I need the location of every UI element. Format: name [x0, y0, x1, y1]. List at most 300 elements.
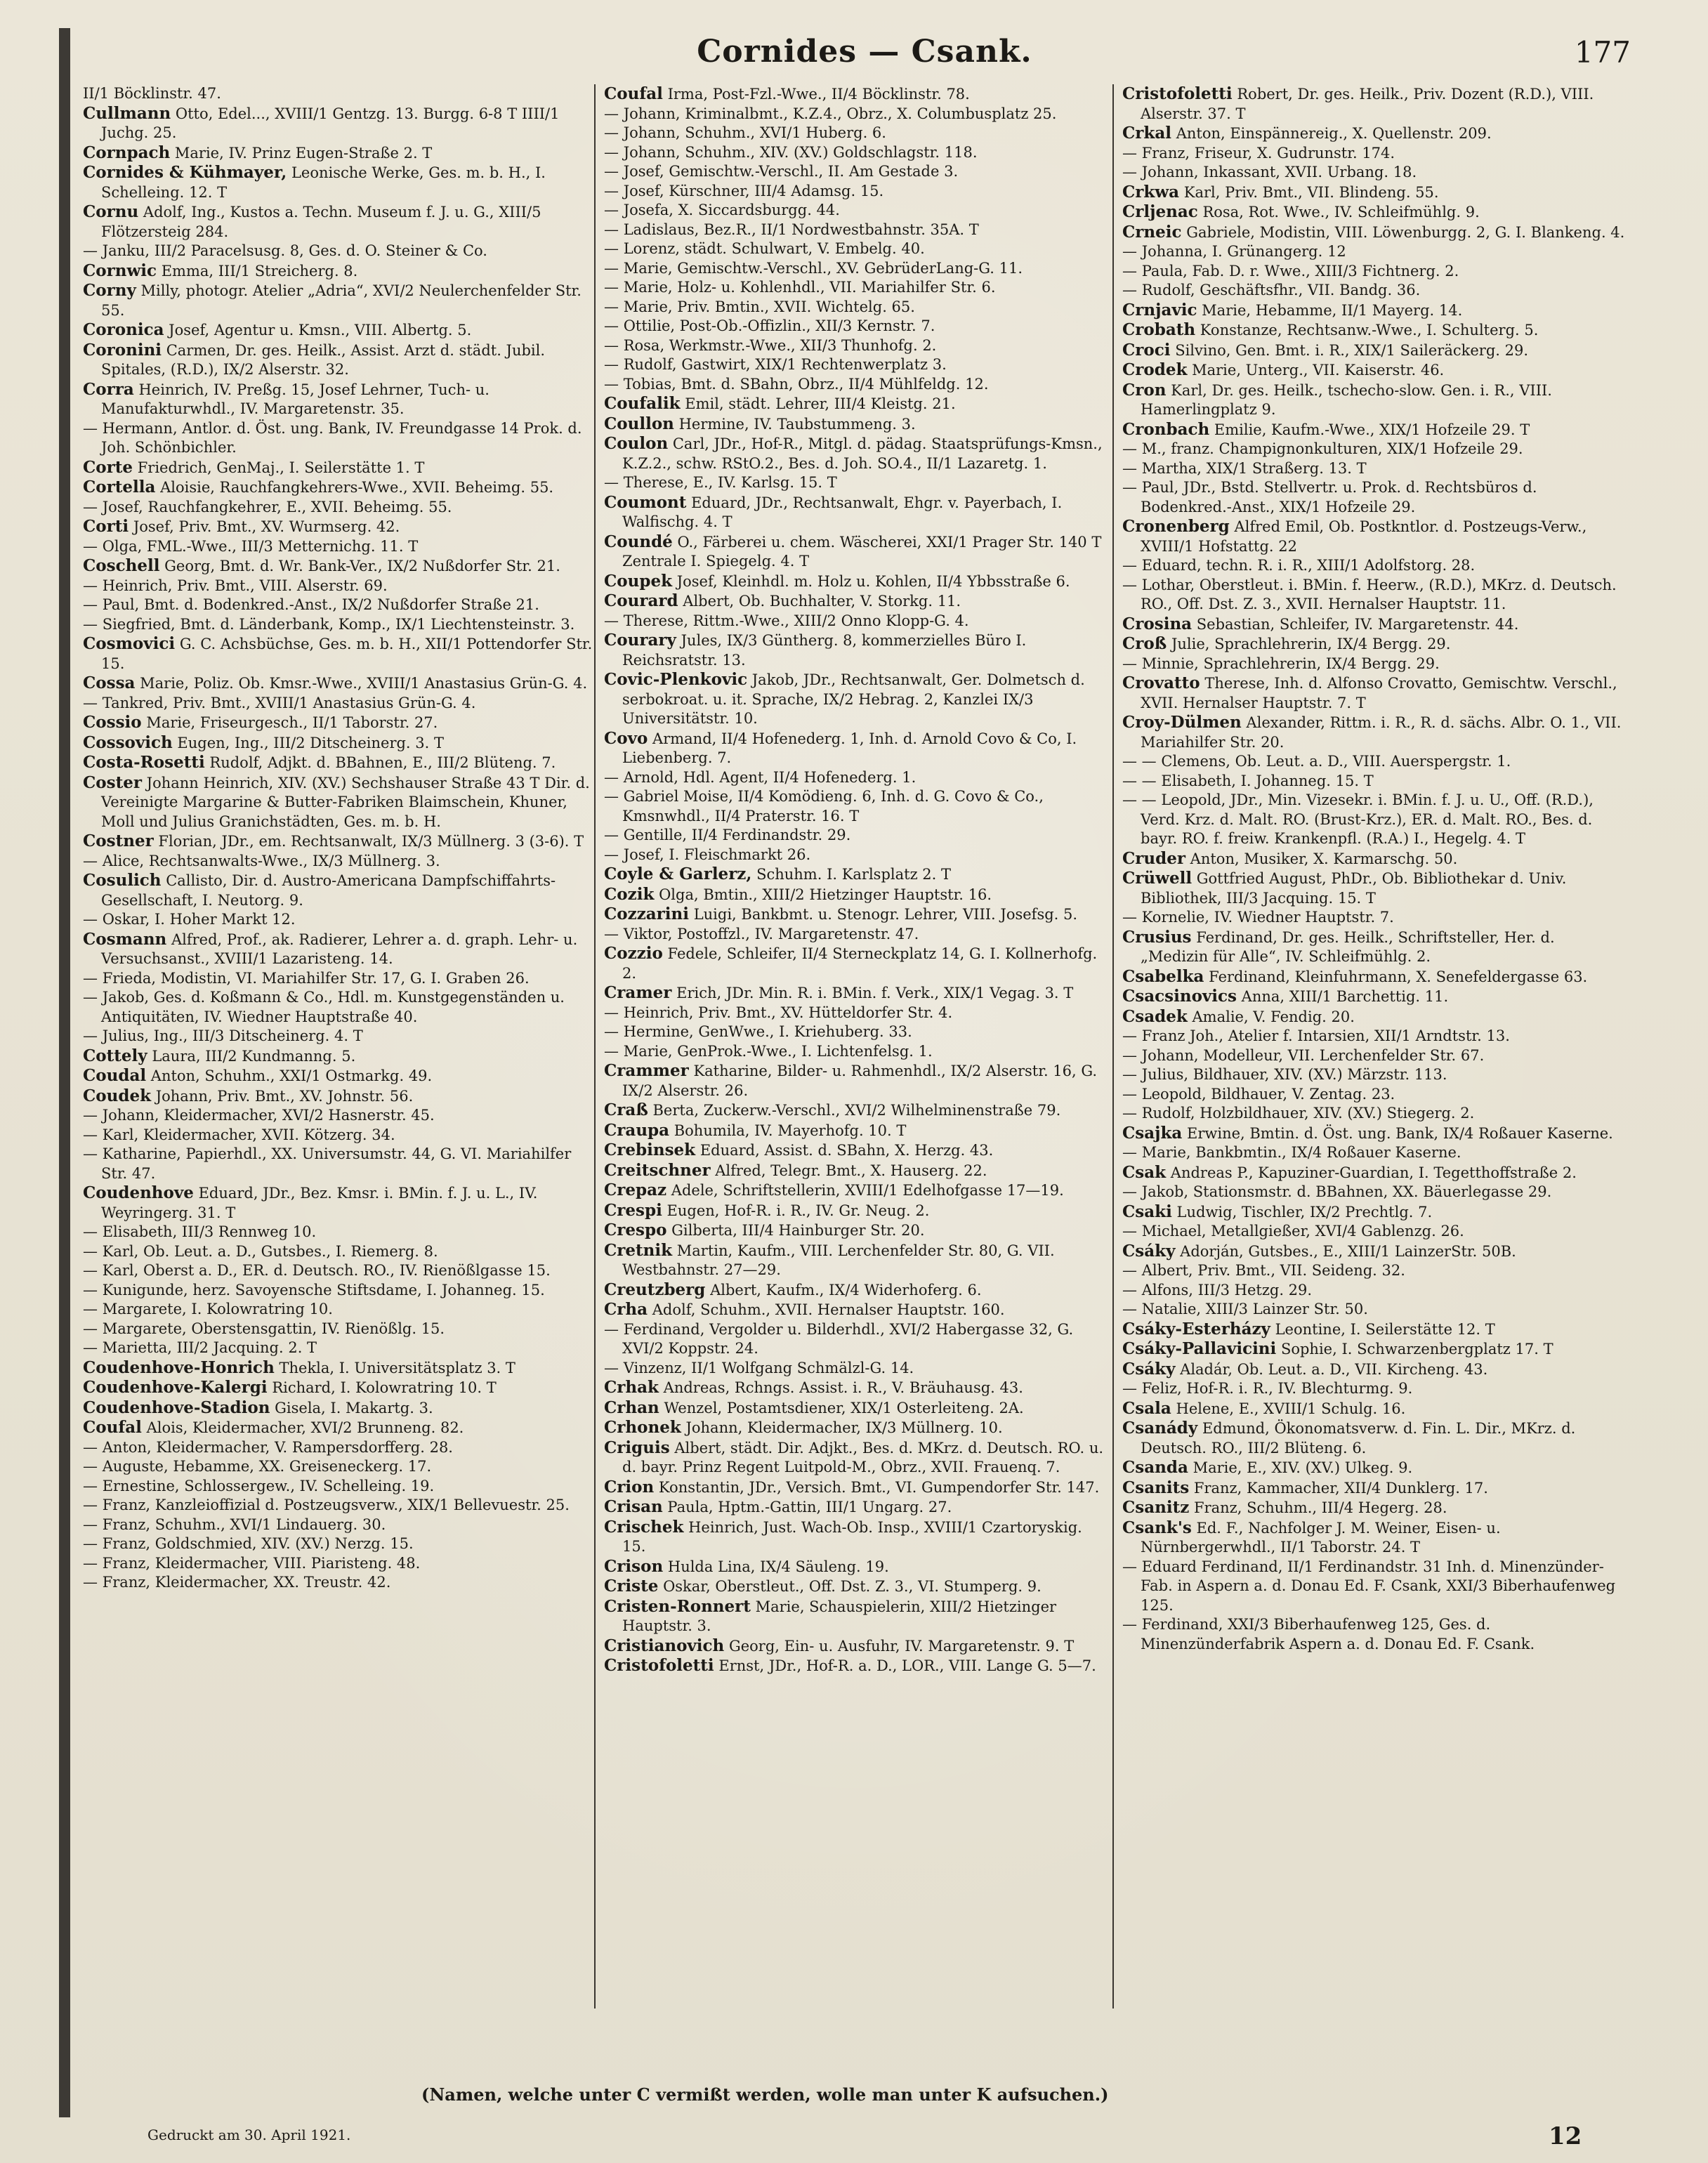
entry-name: — [83, 1574, 98, 1591]
entry-details: Emilie, Kaufm.-Wwe., XIX/1 Hofzeile 29. T [1214, 421, 1530, 438]
directory-entry [1122, 1320, 1627, 1340]
directory-entry [83, 1438, 596, 1458]
entry-details: Tobias, Bmt. d. SBahn, Obrz., II/4 Mühlfeldg. 12. [623, 375, 989, 393]
directory-entry [83, 242, 596, 261]
entry-name: — [83, 1281, 98, 1299]
directory-entry [1122, 320, 1627, 341]
entry-details: Erich, JDr. Min. R. i. BMin. f. Verk., XIX/1 Vegag. 3. T [676, 985, 1074, 1001]
entry-details: Olga, FML.-Wwe., III/3 Metternichg. 11. T [102, 537, 419, 555]
entry-name: Crovatto [1122, 673, 1200, 692]
entry-details: Johann, Inkassant, XVII. Urbang. 18. [1141, 164, 1417, 180]
entry-name: — [83, 989, 98, 1006]
directory-entry [83, 419, 596, 458]
entry-details: Carmen, Dr. ges. Heilk., Assist. Arzt d. städt. Jubil. Spitales, (R.D.), IX/2 Alserstr. 32. [101, 341, 546, 378]
entry-name: — [1122, 1046, 1137, 1064]
directory-entry [83, 202, 596, 242]
entry-details: Laura, III/2 Kundmanng. 5. [152, 1047, 356, 1065]
directory-entry [1122, 440, 1627, 459]
entry-name: — [1122, 1281, 1137, 1299]
entry-details: Eduard, techn. R. i. R., XIII/1 Adolfstorg. 28. [1141, 557, 1476, 574]
directory-entry [1122, 1518, 1627, 1558]
directory-entry [604, 434, 1108, 473]
directory-entry [604, 1241, 1108, 1280]
directory-entry [1122, 1163, 1627, 1183]
directory-entry [83, 84, 596, 104]
entry-details: Paul, JDr., Bstd. Stellvertr. u. Prok. d. Rechtsbüros d. Bodenkred.-Anst., XIX/1 Hofzeile 29. [1141, 479, 1537, 515]
page-header [70, 34, 1659, 83]
entry-name: Crespi [604, 1200, 662, 1220]
entry-details: Anton, Schuhm., XXI/1 Ostmarkg. 49. [150, 1067, 433, 1084]
directory-entry [83, 596, 596, 615]
entry-details: Amalie, V. Fendig. 20. [1192, 1008, 1355, 1025]
directory-entry [83, 104, 596, 143]
entry-name: Crnjavic [1122, 300, 1197, 320]
entry-name: — [604, 143, 619, 161]
entry-name: — [83, 498, 98, 515]
entry-details: Josef, Rauchfangkehrer, E., XVII. Beheimg. 55. [102, 498, 452, 515]
entry-name: — — [1122, 791, 1157, 808]
entry-name: — [1122, 440, 1137, 457]
entry-details: Lothar, Oberstleut. i. BMin. f. Heerw., (R.D.), MKrz. d. Deutsch. RO., Off. Dst. Z. 3., XVII. Hernalser Hauptstr. 11. [1141, 576, 1617, 612]
directory-entry [83, 615, 596, 635]
entry-details: Marie, GenProk.-Wwe., I. Lichtenfelsg. 1. [623, 1042, 933, 1060]
directory-entry [1122, 713, 1627, 752]
entry-name: Costner [83, 831, 154, 850]
entry-name: — [1122, 1144, 1137, 1161]
entry-details: Marie, Bankbmtin., IX/4 Roßauer Kaserne. [1141, 1144, 1461, 1161]
directory-entry [1122, 1202, 1627, 1223]
directory-entry [1122, 420, 1627, 440]
entry-name: Crhak [604, 1378, 659, 1397]
entry-details: Albert, Ob. Buchhalter, V. Storkg. 11. [683, 593, 961, 610]
entry-name: Csajka [1122, 1123, 1183, 1143]
entry-name: — [83, 1339, 98, 1356]
directory-entry [83, 673, 596, 694]
entry-details: Milly, photogr. Atelier „Adria“, XVI/2 Neulerchenfelder Str. 55. [101, 282, 582, 319]
entry-details: Josef, Priv. Bmt., XV. Wurmserg. 42. [133, 518, 400, 535]
entry-details: Konstantin, JDr., Versich. Bmt., VI. Gumpendorfer Str. 147. [658, 1478, 1100, 1496]
entry-name: Corra [83, 379, 134, 399]
directory-entry [83, 1066, 596, 1086]
entry-details: Ernst, JDr., Hof-R. a. D., LOR., VIII. Lange G. 5—7. [718, 1657, 1096, 1674]
directory-entry [83, 1320, 596, 1339]
directory-entry [83, 713, 596, 733]
entry-details: Emma, III/1 Streicherg. 8. [161, 262, 358, 280]
directory-entry [83, 517, 596, 537]
entry-details: Carl, JDr., Hof-R., Mitgl. d. pädag. Staatsprüfungs-Kmsn., K.Z.2., schw. RStO.2., Bes. d. Joh. SO.4., II/1 Lazaretg. 1. [622, 435, 1103, 472]
entry-details: Josef, Agentur u. Kmsn., VIII. Albertg. 5. [169, 322, 472, 338]
entry-name: Cosulich [83, 871, 162, 890]
directory-entry [604, 1300, 1108, 1320]
directory-entry [604, 1438, 1108, 1478]
directory-entry [604, 336, 1108, 356]
entry-name: Costa-Rosetti [83, 753, 205, 772]
entry-details: Janku, III/2 Paracelsusg. 8, Ges. d. O. Steiner & Co. [102, 242, 487, 259]
entry-name: — [1122, 459, 1137, 477]
directory-entry [83, 1300, 596, 1320]
directory-entry [604, 1280, 1108, 1301]
directory-entry [604, 201, 1108, 221]
entry-name: Courary [604, 631, 676, 650]
entry-name: Csáky-Esterházy [1122, 1319, 1270, 1339]
directory-entry [83, 910, 596, 930]
entry-name: Cristianovich [604, 1636, 725, 1655]
directory-entry [83, 1086, 596, 1107]
directory-entry [1122, 1007, 1627, 1027]
entry-details: Silvino, Gen. Bmt. i. R., XIX/1 Saileräckerg. 29. [1175, 341, 1529, 359]
entry-details: Franz Joh., Atelier f. Intarsien, XII/1 Arndtstr. 13. [1141, 1027, 1510, 1044]
entry-details: Julius, Ing., III/3 Ditscheinerg. 4. T [102, 1027, 363, 1044]
entry-name: — [83, 694, 98, 711]
entry-details: Alice, Rechtsanwalts-Wwe., IX/3 Müllnerg. 3. [102, 852, 440, 869]
signature-number: 12 [1549, 2122, 1582, 2150]
directory-entry [1122, 144, 1627, 164]
entry-name: Cronbach [1122, 419, 1210, 439]
directory-entry [1122, 655, 1627, 674]
entry-details: Karl, Oberst a. D., ER. d. Deutsch. RO., IV. Rienößlgasse 15. [102, 1262, 551, 1279]
entry-name: — [83, 419, 98, 437]
entry-details: Elisabeth, III/3 Rennweg 10. [102, 1223, 317, 1240]
entry-details: Adele, Schriftstellerin, XVIII/1 Edelhofgasse 17—19. [671, 1182, 1064, 1199]
entry-details: Irma, Post-Fzl.-Wwe., II/4 Böcklinstr. 78. [667, 86, 970, 103]
entry-name: — [604, 221, 619, 238]
directory-entry [83, 1457, 596, 1477]
entry-name: Coronini [83, 340, 162, 360]
entry-details: Alfons, III/3 Hetzg. 29. [1141, 1281, 1313, 1299]
directory-entry [83, 1183, 596, 1223]
entry-details: Luigi, Bankbmt. u. Stenogr. Lehrer, VIII. Josefsg. 5. [693, 906, 1078, 923]
entry-details: Thekla, I. Universitätsplatz 3. T [279, 1359, 515, 1376]
directory-entry [1122, 202, 1627, 223]
entry-name: Csanitz [1122, 1498, 1190, 1517]
entry-name: Croß [1122, 634, 1167, 653]
entry-details: Karl, Priv. Bmt., VII. Blindeng. 55. [1183, 183, 1439, 201]
entry-details: Marie, IV. Prinz Eugen-Straße 2. T [174, 144, 433, 162]
entry-details: Gottfried August, PhDr., Ob. Bibliothekar d. Univ. Bibliothek, III/3 Jacquing. 15. T [1141, 870, 1567, 907]
entry-details: Julie, Sprachlehrerin, IX/4 Bergg. 29. [1171, 636, 1451, 652]
entry-name: — [604, 240, 619, 257]
entry-name: — [83, 615, 98, 633]
entry-name: Coulon [604, 434, 669, 453]
entry-name: Crammer [604, 1061, 689, 1080]
directory-entry [604, 1121, 1108, 1141]
directory-entry [83, 1106, 596, 1126]
entry-name: — [1122, 909, 1137, 926]
entry-name: — [1122, 557, 1137, 574]
page-number: 177 [1574, 35, 1631, 70]
entry-name: — [604, 105, 619, 122]
entry-details: Gabriel Moise, II/4 Komödieng. 6, Inh. d. G. Covo & Co., Kmsnwhdl., II/4 Praterstr. 16. T [622, 788, 1044, 824]
directory-entry [1122, 849, 1627, 869]
entry-details: Alfred, Telegr. Bmt., X. Hauserg. 22. [715, 1162, 987, 1179]
directory-entry [1122, 84, 1627, 124]
entry-name: — [83, 1458, 98, 1475]
directory-entry [604, 414, 1108, 435]
directory-entry [83, 1223, 596, 1242]
entry-name: — [1122, 1085, 1137, 1103]
entry-details: Armand, II/4 Hofenederg. 1, Inh. d. Arnold Covo & Co, I. Liebenberg. 7. [622, 730, 1077, 766]
entry-name: — [604, 317, 619, 334]
entry-details: Adorján, Gutsbes., E., XIII/1 LainzerStr. 50B. [1180, 1242, 1516, 1260]
directory-entry [83, 1554, 596, 1574]
entry-name: — — [1122, 772, 1157, 789]
page-title: Cornides — Csank. [697, 34, 1032, 70]
entry-details: Rudolf, Adjkt. d. BBahnen, E., III/2 Blüteng. 7. [209, 754, 556, 771]
entry-details: Alois, Kleidermacher, XVI/2 Brunneng. 82. [146, 1419, 464, 1436]
directory-entry [604, 493, 1108, 532]
directory-entry [83, 753, 596, 773]
entry-details: Gentille, II/4 Ferdinandstr. 29. [623, 827, 851, 843]
entry-name: Croci [1122, 340, 1171, 360]
directory-entry [604, 1497, 1108, 1518]
directory-entry [604, 473, 1108, 493]
entry-name: — [1122, 262, 1137, 280]
directory-entry [1122, 752, 1627, 772]
entry-name: — [83, 242, 98, 259]
entry-name: Craupa [604, 1120, 670, 1140]
directory-entry [604, 1100, 1108, 1121]
directory-entry [604, 846, 1108, 865]
entry-details: Hermine, IV. Taubstummeng. 3. [678, 415, 916, 433]
entry-details: Gabriele, Modistin, VIII. Löwenburgg. 2, G. I. Blankeng. 4. [1186, 223, 1625, 241]
entry-details: Elisabeth, I. Johanneg. 15. T [1161, 772, 1374, 789]
entry-name: — [83, 1262, 98, 1279]
directory-entry [1122, 163, 1627, 183]
entry-name: — [604, 1320, 619, 1338]
entry-name: — [1122, 282, 1137, 298]
entry-name: — [604, 474, 619, 491]
entry-details: Albert, Kaufm., IX/4 Widerhoferg. 6. [710, 1281, 982, 1299]
entry-name: Cosmovici [83, 634, 176, 653]
entry-name: — [83, 1497, 98, 1513]
directory-entry [604, 1398, 1108, 1419]
entry-name: Crespo [604, 1221, 667, 1240]
entry-name: Coschell [83, 556, 160, 575]
entry-name: Corny [83, 281, 136, 300]
entry-name: Csadek [1122, 1006, 1188, 1026]
directory-entry [1122, 772, 1627, 791]
directory-entry [604, 826, 1108, 846]
entry-details: Ludwig, Tischler, IX/2 Prechtlg. 7. [1176, 1203, 1433, 1221]
directory-entry [604, 1478, 1108, 1498]
directory-entry [1122, 1399, 1627, 1419]
entry-details: Florian, JDr., em. Rechtsanwalt, IX/3 Müllnerg. 3 (3-6). T [158, 833, 584, 850]
entry-name: Csáky [1122, 1359, 1176, 1379]
entry-details: Anton, Musiker, X. Karmarschg. 50. [1190, 850, 1458, 867]
entry-details: Rosa, Rot. Wwe., IV. Schleifmühlg. 9. [1202, 204, 1480, 221]
entry-details: Hermann, Antlor. d. Öst. ung. Bank, IV. Freundgasse 14 Prok. d. Joh. Schönbichler. [101, 419, 582, 456]
entry-name: — [83, 1242, 98, 1260]
entry-details: Johann Heinrich, XIV. (XV.) Sechshauser Straße 43 T Dir. d. Vereinigte Margarine & Butter-Fabriken Blaimschein, Khuner, Moll und Julius Granichstädten, Ges. m. b. H. [101, 774, 590, 830]
entry-details: Heinrich, Priv. Bmt., VIII. Alserstr. 69. [102, 577, 388, 594]
directory-entry [1122, 242, 1627, 262]
directory-entry [1122, 1261, 1627, 1281]
entry-name: — [1122, 576, 1137, 593]
directory-entry [604, 1597, 1108, 1636]
entry-name: Crusius [1122, 927, 1192, 947]
directory-entry [1122, 1615, 1627, 1654]
entry-name: Csala [1122, 1398, 1171, 1418]
entry-details: Franz, Schuhm., III/4 Hegerg. 28. [1194, 1499, 1447, 1516]
directory-entry [1122, 1085, 1627, 1105]
entry-details: Anna, XIII/1 Barchettig. 11. [1241, 988, 1449, 1005]
entry-name: Cottely [83, 1046, 147, 1065]
directory-entry [1122, 1065, 1627, 1085]
entry-details: Margarete, Oberstensgattin, IV. Rienößlg. 15. [102, 1320, 445, 1337]
directory-entry [1122, 459, 1627, 479]
directory-entry [1122, 673, 1627, 713]
entry-name: Csaki [1122, 1202, 1172, 1221]
directory-entry [83, 1418, 596, 1438]
entry-details: Alexander, Rittm. i. R., R. d. sächs. Albr. O. 1., VII. Mariahilfer Str. 20. [1141, 714, 1622, 751]
entry-name: Crosina [1122, 614, 1193, 633]
entry-details: Alfred, Prof., ak. Radierer, Lehrer a. d. graph. Lehr- u. Versuchsanst., XVIII/1 Lazaristeng. 14. [101, 931, 578, 967]
directory-entry [604, 317, 1108, 336]
entry-details: Julius, Bildhauer, XIV. (XV.) Märzstr. 113. [1141, 1066, 1447, 1083]
entry-name: Csacsinovics [1122, 987, 1237, 1006]
entry-details: Wenzel, Postamtsdiener, XIX/1 Osterleiteng. 2A. [664, 1399, 1024, 1416]
directory-entry [1122, 967, 1627, 987]
entry-details: Gisela, I. Makartg. 3. [275, 1399, 433, 1416]
directory-entry [604, 394, 1108, 414]
entry-details: Josef, Kleinhdl. m. Holz u. Kohlen, II/4 Ybbsstraße 6. [676, 572, 1070, 590]
directory-entry [604, 1140, 1108, 1161]
entry-name: Covo [604, 728, 648, 748]
footer-note: (Namen, welche unter C vermißt werden, wolle man unter K aufsuchen.) [421, 2084, 1109, 2105]
entry-details: Eduard, Assist. d. SBahn, X. Herzg. 43. [699, 1142, 994, 1159]
entry-name: — [83, 537, 98, 555]
directory-entry [1122, 124, 1627, 144]
directory-entry [604, 278, 1108, 298]
directory-entry [604, 1181, 1108, 1201]
entry-name: Coudal [83, 1066, 147, 1085]
entry-name: Csak [1122, 1162, 1167, 1182]
directory-entry [1122, 360, 1627, 381]
directory-entry [83, 281, 596, 320]
directory-entry [83, 1281, 596, 1301]
binding-edge [59, 28, 70, 2117]
directory-entry [604, 1636, 1108, 1657]
entry-details: Karl, Ob. Leut. a. D., Gutsbes., I. Riemerg. 8. [102, 1242, 438, 1260]
directory-entry [1122, 1046, 1627, 1066]
directory-entry [604, 670, 1108, 729]
entry-name: — [604, 298, 619, 315]
entry-details: Clemens, Ob. Leut. a. D., VIII. Auerspergstr. 1. [1161, 753, 1511, 770]
entry-details: Sebastian, Schleifer, IV. Margaretenstr. 44. [1196, 615, 1519, 633]
entry-details: Martin, Kaufm., VIII. Lerchenfelder Str. 80, G. VII. Westbahnstr. 27—29. [622, 1242, 1055, 1278]
entry-name: Csanits [1122, 1478, 1190, 1497]
directory-entry [1122, 517, 1627, 556]
entry-details: Josef, Gemischtw.-Verschl., II. Am Gestade 3. [623, 163, 959, 180]
entry-details: Therese, Inh. d. Alfonso Crovatto, Gemischtw. Verschl., XVII. Hernalser Hauptstr. 7. T [1141, 675, 1617, 711]
entry-details: Eduard, JDr., Bez. Kmsr. i. BMin. f. J. u. L., IV. Weyringerg. 31. T [101, 1185, 538, 1221]
directory-entry [604, 787, 1108, 826]
directory-entry [604, 239, 1108, 259]
directory-entry [83, 1261, 596, 1281]
entry-name: — [83, 1223, 98, 1240]
directory-entry [604, 124, 1108, 143]
entry-name: — [604, 1023, 619, 1040]
entry-name: Csanády [1122, 1419, 1198, 1438]
directory-entry [604, 355, 1108, 375]
directory-entry [604, 105, 1108, 124]
entry-name: Cozzio [604, 944, 663, 963]
entry-details: Heinrich, Just. Wach-Ob. Insp., XVIII/1 Czartoryskig. 15. [622, 1518, 1082, 1555]
column-3 [1112, 84, 1627, 2008]
entry-details: Albert, Priv. Bmt., VII. Seideng. 32. [1141, 1262, 1405, 1279]
entry-name: Coudenhove-Stadion [83, 1398, 270, 1417]
entry-name: Coronica [83, 320, 164, 339]
entry-details: Marietta, III/2 Jacquing. 2. T [102, 1339, 317, 1356]
entry-name: Coudenhove [83, 1183, 194, 1202]
entry-details: Richard, I. Kolowratring 10. T [272, 1379, 497, 1396]
directory-entry [1122, 928, 1627, 967]
print-date: Gedruckt am 30. April 1921. [147, 2126, 351, 2143]
directory-entry [1122, 1027, 1627, 1046]
entry-details: Leonische Werke, Ges. m. b. H., I. Schelleing. 12. T [101, 164, 546, 201]
entry-details: Ernestine, Schlossergew., IV. Schelleing. 19. [102, 1477, 435, 1494]
entry-name: — [83, 1477, 98, 1494]
entry-name: Crion [604, 1477, 655, 1497]
directory-entry [83, 380, 596, 419]
entry-details: Ferdinand, Kleinfuhrmann, X. Senefeldergasse 63. [1209, 968, 1588, 985]
entry-name: — [604, 356, 619, 373]
entry-name: — [83, 577, 98, 594]
directory-entry [1122, 1379, 1627, 1399]
entry-name: Coufal [83, 1418, 142, 1437]
directory-entry [604, 1221, 1108, 1241]
entry-details: Marie, Unterg., VII. Kaiserstr. 46. [1192, 362, 1445, 379]
entry-name: Coudenhove-Honrich [83, 1357, 275, 1377]
entry-details: Anton, Kleidermacher, V. Rampersdorfferg. 28. [102, 1438, 453, 1456]
entry-name: Creitschner [604, 1160, 711, 1180]
entry-name: Corti [83, 517, 129, 536]
directory-entry [83, 988, 596, 1027]
directory-entry [1122, 1104, 1627, 1124]
entry-name: — [1122, 1066, 1137, 1083]
directory-entry [1122, 791, 1627, 849]
entry-name: Crhan [604, 1398, 659, 1417]
entry-name: — [604, 336, 619, 354]
directory-entry [1122, 1143, 1627, 1163]
entry-details: Johann, Kriminalbmt., K.Z.4., Obrz., X. Columbusplatz 25. [623, 105, 1057, 122]
entry-details: Rudolf, Gastwirt, XIX/1 Rechtenwerplatz 3. [623, 356, 947, 373]
entry-details: Josefa, X. Siccardsburgg. 44. [623, 202, 840, 218]
directory-entry [83, 831, 596, 852]
entry-details: Rudolf, Geschäftsfhr., VII. Bandg. 36. [1141, 282, 1421, 298]
directory-entry [83, 634, 596, 673]
entry-details: Ferdinand, XXI/3 Biberhaufenweg 125, Ges. d. Minenzünderfabrik Aspern a. d. Donau Ed. F. Csank. [1141, 1616, 1535, 1652]
entry-name: Coster [83, 772, 142, 792]
directory-entry [83, 498, 596, 518]
entry-details: Franz, Kanzleioffizial d. Postzeugsverw., XIX/1 Bellevuestr. 25. [102, 1497, 570, 1513]
entry-name: — [604, 768, 619, 786]
entry-details: Josef, Kürschner, III/4 Adamsg. 15. [623, 182, 884, 199]
entry-name: Cullmann [83, 103, 171, 123]
entry-details: Alfred Emil, Ob. Postkntlor. d. Postzeugs-Verw., XVIII/1 Hofstattg. 22 [1141, 518, 1587, 555]
entry-name: Csabelka [1122, 966, 1204, 986]
entry-name: Coudek [83, 1086, 152, 1105]
entry-name: Csank's [1122, 1518, 1192, 1537]
directory-entry [1122, 1360, 1627, 1380]
entry-name: Cornides & Kühmayer, [83, 163, 287, 182]
entry-details: Ferdinand, Dr. ges. Heilk., Schriftsteller, Her. d. „Medizin für Alle“, IV. Schleifmühlg. 2. [1141, 928, 1555, 965]
entry-name: Cornu [83, 202, 139, 221]
directory-entry [604, 591, 1108, 612]
entry-name: Coundé [604, 532, 673, 551]
entry-name: Coumont [604, 492, 687, 512]
entry-details: Therese, E., IV. Karlsg. 15. T [623, 474, 837, 491]
